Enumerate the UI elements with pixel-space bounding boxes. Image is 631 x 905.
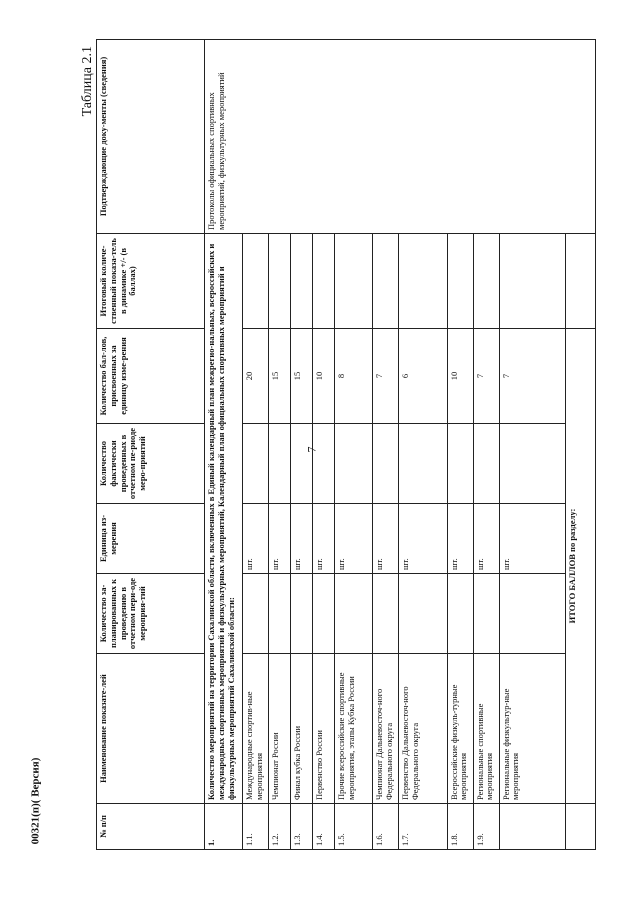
header-cell: Подтверждающие доку-менты (сведения) — [97, 40, 205, 234]
row-unit: шт. — [243, 504, 269, 574]
header-cell: Количество бал-лов, присвоенных за единицу изме-рения — [97, 329, 205, 424]
row-name: Международные спортив-ные мероприятия — [243, 654, 269, 804]
actual-cell — [447, 424, 473, 504]
total-value-cell — [565, 234, 595, 329]
row-number: 1.7. — [399, 804, 447, 850]
row-unit: шт. — [313, 504, 335, 574]
total-label: ИТОГО БАЛЛОВ по разделу: — [565, 329, 595, 804]
page-number: 7 — [304, 446, 319, 453]
planned-cell — [291, 574, 313, 654]
planned-cell — [313, 574, 335, 654]
header-cell: № п/п — [97, 804, 205, 850]
header-cell: Наименование показате-лей — [97, 654, 205, 804]
criteria-table — [96, 39, 596, 850]
row-name: Финал кубка России — [291, 654, 313, 804]
result-cell — [399, 234, 447, 329]
row-number: 1.9. — [473, 804, 499, 850]
actual-cell — [473, 424, 499, 504]
result-cell — [313, 234, 335, 329]
result-cell — [269, 234, 291, 329]
planned-cell — [335, 574, 373, 654]
row-unit: шт. — [373, 504, 399, 574]
result-cell — [243, 234, 269, 329]
row-unit: шт. — [291, 504, 313, 574]
row-number: 1.1. — [243, 804, 269, 850]
row-name: Региональные спортивные мероприятия — [473, 654, 499, 804]
row-number — [499, 804, 565, 850]
table-caption: Таблица 2.1 — [80, 46, 95, 117]
row-name: Первенство Дальневосточ-ного Федерального округа — [399, 654, 447, 804]
row-points: 7 — [373, 329, 399, 424]
row-number: 1.2. — [269, 804, 291, 850]
row-number: 1.6. — [373, 804, 399, 850]
row-name: Чемпионат Дальневосточ-ного Федерального округа — [373, 654, 399, 804]
row-unit: шт. — [399, 504, 447, 574]
planned-cell — [399, 574, 447, 654]
row-number: 1.3. — [291, 804, 313, 850]
actual-cell — [499, 424, 565, 504]
row-number: 1.5. — [335, 804, 373, 850]
section-number: 1. — [205, 804, 243, 850]
row-points: 7 — [499, 329, 565, 424]
header-cell: Количество за-планированных к проведению в отчетном пери-оде мероприя-тий — [97, 574, 205, 654]
row-number: 1.4. — [313, 804, 335, 850]
row-points: 10 — [447, 329, 473, 424]
row-points: 8 — [335, 329, 373, 424]
row-name: Первенство России — [313, 654, 335, 804]
planned-cell — [269, 574, 291, 654]
row-unit: шт. — [335, 504, 373, 574]
rotated-page-area — [80, 40, 596, 850]
header-row — [97, 40, 205, 850]
result-cell — [473, 234, 499, 329]
row-unit: шт. — [473, 504, 499, 574]
row-points: 15 — [291, 329, 313, 424]
row-name: Прочие всероссийские спортивные мероприятия, этапы Кубка России — [335, 654, 373, 804]
row-name: Региональные физкультур-ные мероприятия — [499, 654, 565, 804]
supporting-documents: Протоколы официальных спортивных мероприятий, физкультурных мероприятий — [205, 40, 596, 234]
result-cell — [373, 234, 399, 329]
actual-cell — [269, 424, 291, 504]
row-unit: шт. — [499, 504, 565, 574]
result-cell — [291, 234, 313, 329]
row-points: 15 — [269, 329, 291, 424]
row-name: Всероссийские физкуль-турные мероприятия — [447, 654, 473, 804]
row-unit: шт. — [269, 504, 291, 574]
document-code: 00321(п)( Версия) — [29, 757, 42, 845]
result-cell — [499, 234, 565, 329]
landscape-content — [80, 40, 596, 850]
row-number: 1.8. — [447, 804, 473, 850]
actual-cell — [373, 424, 399, 504]
section-row — [205, 40, 243, 850]
actual-cell — [399, 424, 447, 504]
planned-cell — [473, 574, 499, 654]
row-points: 6 — [399, 329, 447, 424]
planned-cell — [447, 574, 473, 654]
row-points: 10 — [313, 329, 335, 424]
header-cell: Итоговый количе-ственный показа-тель в динамике +/- (в баллах) — [97, 234, 205, 329]
planned-cell — [243, 574, 269, 654]
actual-cell — [291, 424, 313, 504]
result-cell — [447, 234, 473, 329]
result-cell — [335, 234, 373, 329]
actual-cell — [313, 424, 335, 504]
planned-cell — [499, 574, 565, 654]
section-title: Количество мероприятий на территории Сахалинской области, включенных в Единый календарный план межрегио-нальных, всероссийских и международных спортивных мероприятий и физкультурных мероприятий, Календарный план официальных спортивных мероприятий и физкультурных мероприятий Сахалинской области: — [205, 234, 243, 804]
actual-cell — [243, 424, 269, 504]
row-unit: шт. — [447, 504, 473, 574]
row-name: Чемпионат России — [269, 654, 291, 804]
actual-cell — [335, 424, 373, 504]
planned-cell — [373, 574, 399, 654]
total-number-cell — [565, 804, 595, 850]
header-cell: Единица из-мерения — [97, 504, 205, 574]
row-points: 7 — [473, 329, 499, 424]
row-points: 20 — [243, 329, 269, 424]
header-cell: Количество фактически проведенных в отчетном пе-риоде меро-приятий — [97, 424, 205, 504]
